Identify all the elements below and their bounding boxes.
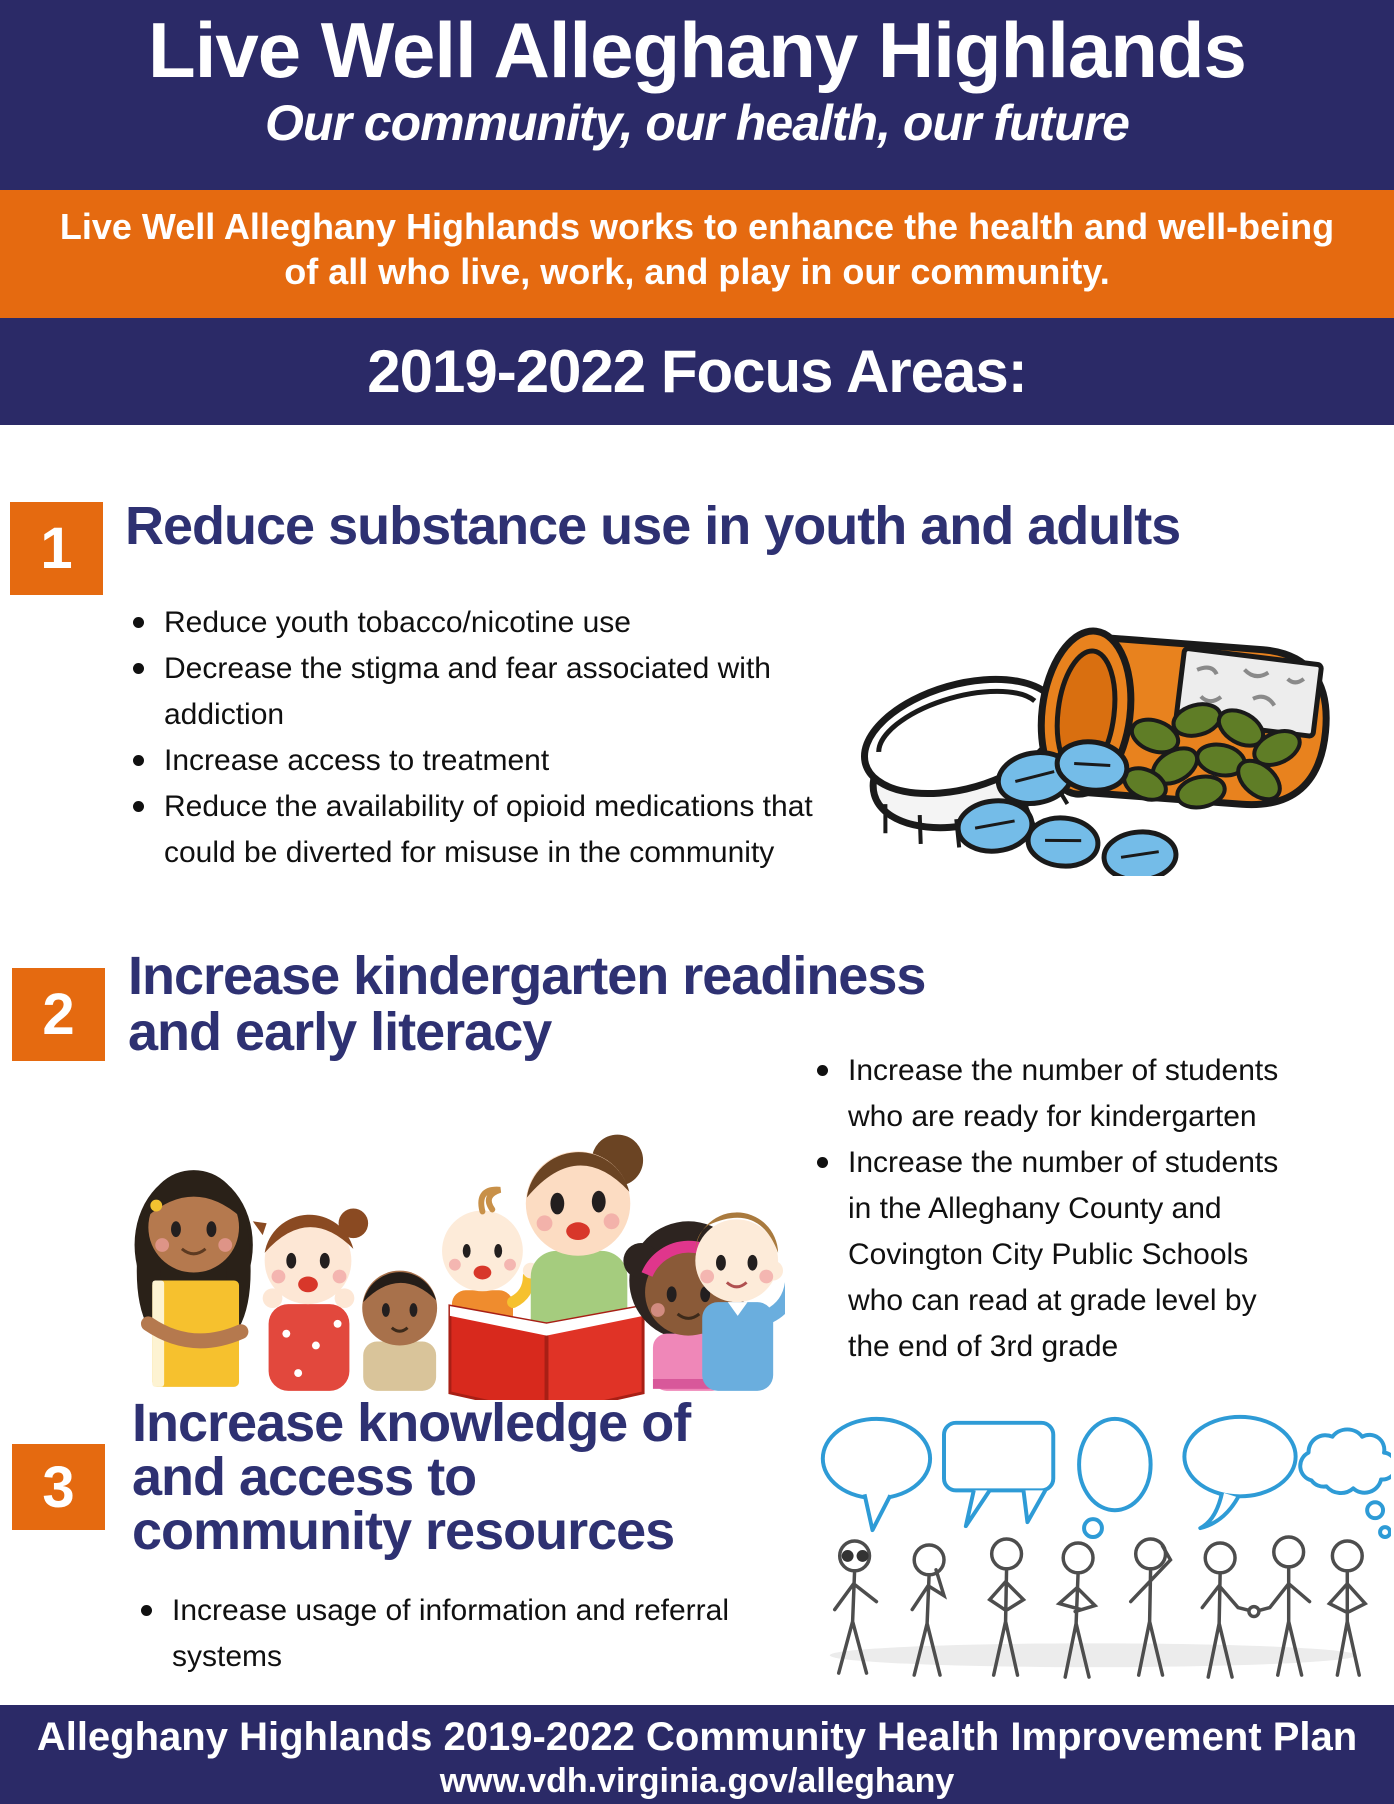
mission-line-2: of all who live, work, and play in our community. [284, 251, 1110, 292]
section-1-number-badge [10, 502, 103, 595]
girl-in-red-icon [253, 1209, 368, 1391]
list-item: Increase access to treatment [128, 738, 818, 784]
header-band [0, 0, 1394, 190]
section-3-title: Increase knowledge of and access to community resources [132, 1393, 691, 1561]
list-item: Increase usage of information and referral systems [136, 1588, 826, 1680]
section-2-title: Increase kindergarten readiness and early literacy [128, 946, 926, 1062]
section-3-number: 3 [42, 1454, 75, 1520]
focus-areas-band [0, 318, 1394, 425]
ground-shadow [830, 1643, 1356, 1667]
section-2-number-badge [12, 968, 105, 1061]
list-item: Decrease the stigma and fear associated with addiction [128, 646, 818, 738]
footer-url: www.vdh.virginia.gov/alleghany [439, 1762, 955, 1800]
footer-band [0, 1705, 1394, 1804]
footer-plan-title: Alleghany Highlands 2019-2022 Community Health Improvement Plan [36, 1715, 1358, 1759]
spilled-pill-bottle-illustration [845, 608, 1375, 876]
list-item: Reduce youth tobacco/nicotine use [128, 600, 818, 646]
speech-bubbles-icon [823, 1417, 1391, 1555]
section-1-title: Reduce substance use in youth and adults [125, 496, 1181, 556]
girl-with-book-icon [135, 1170, 253, 1387]
section-2-number: 2 [42, 982, 75, 1047]
section-1-number: 1 [40, 516, 73, 581]
mission-banner [0, 190, 1394, 318]
mission-line-1: Live Well Alleghany Highlands works to enhance the health and well-being [59, 206, 1335, 247]
list-item: Increase the number of students who are ready for kindergarten [812, 1048, 1297, 1140]
stick-figures-speech-bubbles-illustration [795, 1398, 1391, 1690]
page-subtitle: Our community, our health, our future [265, 94, 1129, 151]
list-item: Reduce the availability of opioid medications that could be diverted for misuse in the community [128, 784, 818, 876]
page-title: Live Well Alleghany Highlands [148, 6, 1246, 94]
section-1-bullet-list [128, 600, 818, 876]
list-item: Increase the number of students in the Alleghany County and Covington City Public Schools who can read at grade level by the end of 3rd grade [812, 1140, 1297, 1370]
section-3-number-badge [12, 1444, 105, 1530]
section-3-bullet-list [136, 1588, 826, 1680]
focus-areas-heading: 2019-2022 Focus Areas: [367, 338, 1027, 405]
small-boy-icon [362, 1271, 437, 1391]
teacher-reading-to-children-illustration [105, 1085, 785, 1400]
section-2-bullet-list [812, 1048, 1297, 1370]
